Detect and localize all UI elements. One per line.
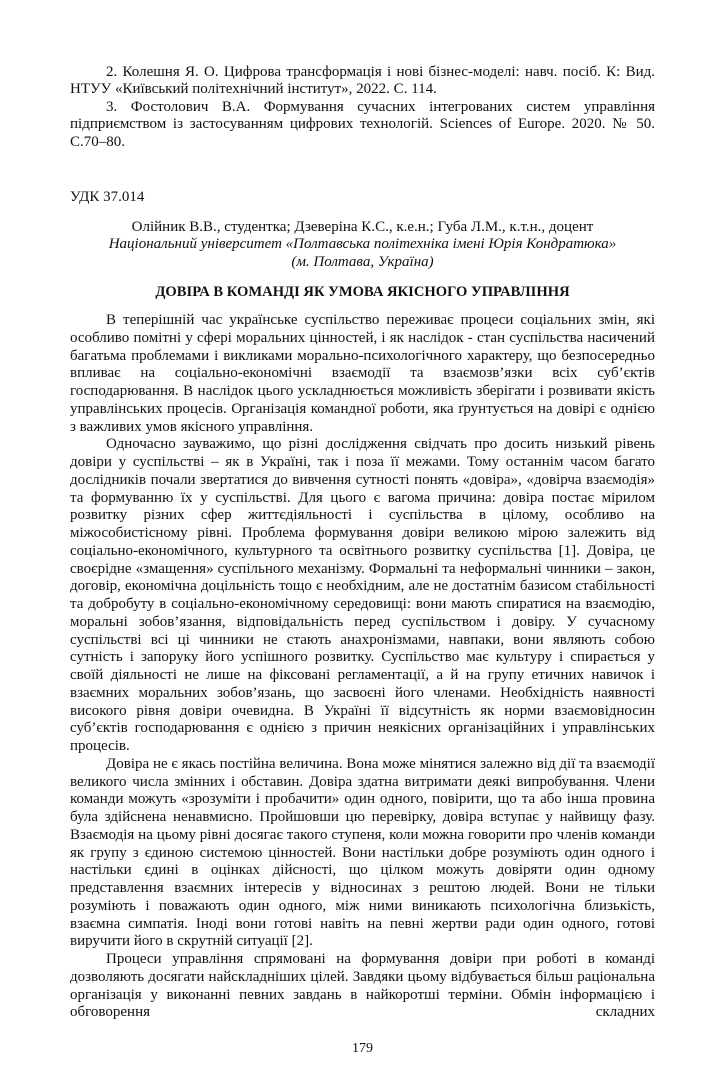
article-authors: Олійник В.В., студентка; Дзеверіна К.С., к.е.н.; Губа Л.М., к.т.н., доцент [131, 218, 594, 235]
reference-item: 3. Фостолович В.А. Формування сучасних інтегрованих систем управління підприємством із застосуванням цифрових технологій. Sciences of Europe. 2020. № 50. С.70–80. [70, 98, 655, 150]
body-paragraph: Одночасно зауважимо, що різні дослідження свідчать про досить низький рівень довіри у суспільстві – як в Україні, так і поза її межами. Тому останнім часом багато дослідників почали звертатися до вивчення сутності понять «довіра», «довірча взаємодія» та формуванню їх у суспільстві. Для цього є вагома причина: довіра постає мірилом розвитку різних сфер життєдіяльності і суспільства в цілому, особливо на міжособистісному рівні. Проблема формування довіри великою мірою залежить від соціально-економічного, культурного та освітнього розвитку суспільства [1]. Довіра, це своєрідне «змащення» суспільного механізму. Формальні та неформальні чинники – закон, договір, економічна доцільність тощо є необхідним, але не достатнім базисом стабільності та добробуту в соціально-економічному середовищі: вони мають спиратися на взаємодію, моральні зобов’язання, відповідальність перед суспільством і довіру. У сучасному суспільстві всі ці чинники не стають анахронізмами, навпаки, вони являють собою сутність і запоруку його успішного розвитку. Суспільство має культуру і спирається у своїй діяльності не лише на фіксовані регламентації, а й на групу етичних навичок і взаємних моральних зобов’язань, що засвоєні його членами. Необхідність наявності високого рівня довіри очевидна. В Україні її відсутність як норми взаємовідносин суб’єктів господарювання є однією з причин неякісних організаційних і управлінських процесів. [70, 436, 655, 754]
reference-item: 2. Колешня Я. О. Цифрова трансформація і нові бізнес-моделі: навч. посіб. К: Вид. НТУУ «Київський політехнічний інститут», 2022. С. 114. [70, 64, 655, 98]
body-paragraph: Процеси управління спрямовані на формування довіри при роботі в команді дозволяють досягати найскладніших цілей. Завдяки цьому відбувається більш раціональна організація у виконанні певних завдань в найкоротші терміни. Обмін інформацією і обговорення складних [70, 951, 655, 1021]
udk-code: УДК 37.014 [70, 189, 145, 206]
article-location: (м. Полтава, Україна) [291, 253, 434, 270]
article-title: ДОВІРА В КОМАНДІ ЯК УМОВА ЯКІСНОГО УПРАВЛІННЯ [155, 284, 570, 301]
article-institution: Національний університет «Полтавська політехніка імені Юрія Кондратюка» [108, 236, 617, 253]
page-number: 179 [352, 1041, 373, 1056]
body-paragraph: Довіра не є якась постійна величина. Вона може мінятися залежно від дії та взаємодії великого числа змінних і обставин. Довіра здатна витримати деякі випробування. Члени команди можуть «зрозуміти і пробачити» один одного, повірити, що та або інша провина була здійснена ненавмисно. Пройшовши цю перевірку, довіра вступає у найвищу фазу. Взаємодія на цьому рівні досягає такого ступеня, коли можна говорити про членів команди як групу з єдиною системою цінностей. Вони настільки добре розуміють один одного і настільки єдині в оцінках дійсності, що цілком можуть довіряти один одному представлення взаємних інтересів у відносинах з рештою людей. Вони не тільки розуміють і поважають один одного, між ними виникають психологічна близькість, взаємна симпатія. Іноді вони готові навіть на певні жертви ради один одного, готові виручити його в скрутній ситуації [2]. [70, 755, 655, 950]
document-page [70, 0, 655, 1077]
article-body [70, 312, 655, 1022]
reference-list [70, 64, 655, 151]
body-paragraph: В теперішній час українське суспільство переживає процеси соціальних змін, які особливо помітні у сфері моральних цінностей, і як наслідок - стан суспільства насичений багатьма проблемами і викликами морально-психологічного характеру, що безпосередньо впливає на соціально-економічні взаємодії та взаємозв’язки всіх суб’єктів господарювання. В наслідок цього ускладнюється можливість зберігати і розвивати якість управлінських процесів. Організація командної роботи, яка ґрунтується на довірі є однією з важливих умов якісного управління. [70, 312, 655, 435]
